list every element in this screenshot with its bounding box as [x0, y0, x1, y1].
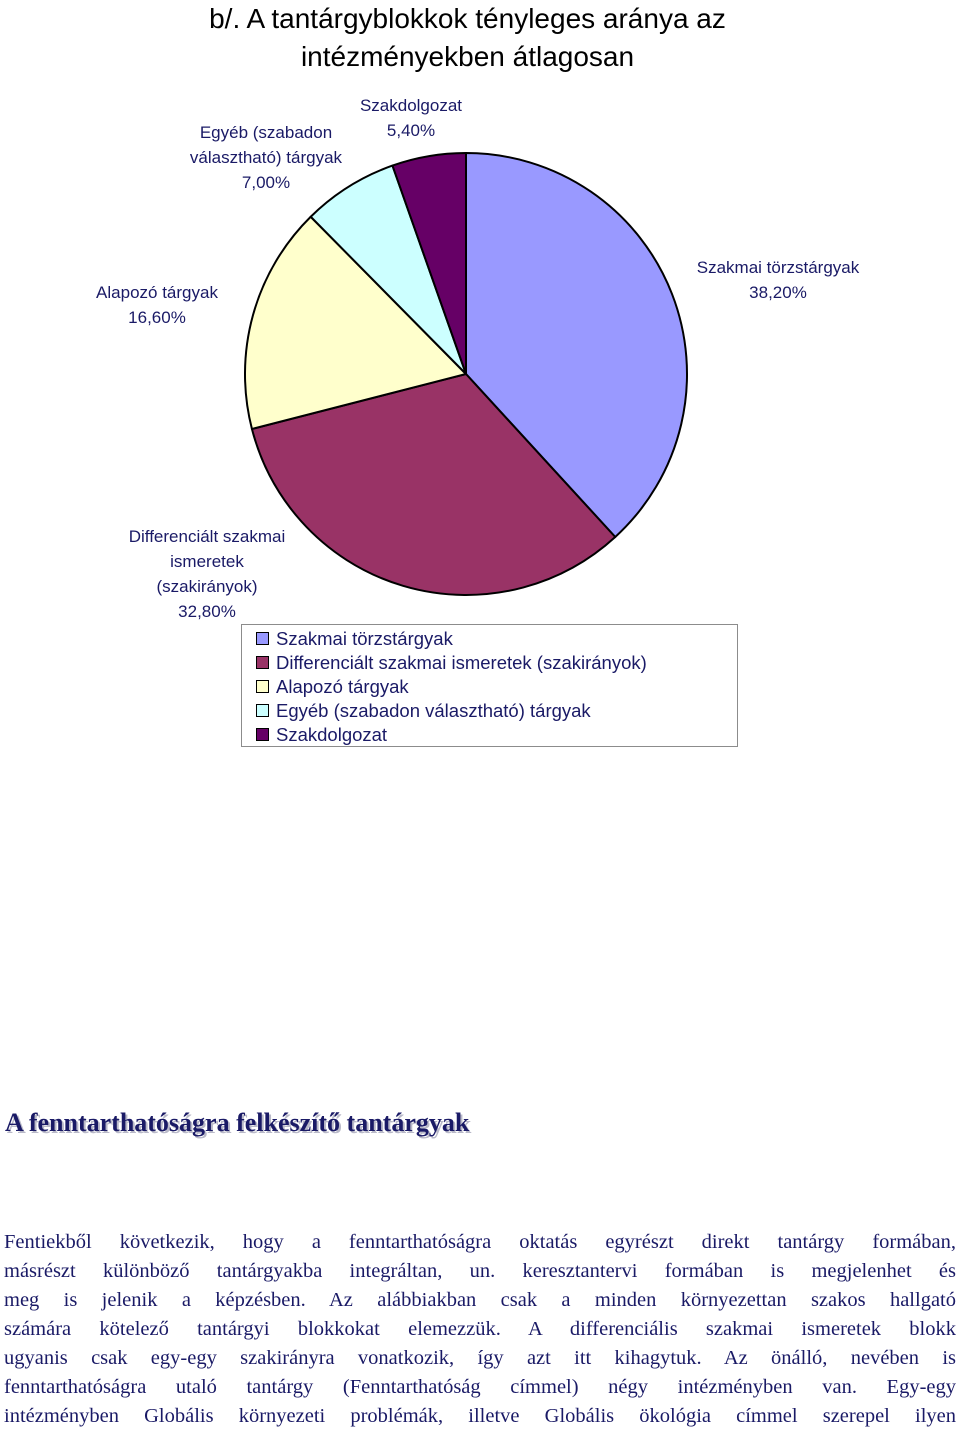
data-label-text: Alapozó tárgyak	[96, 283, 218, 302]
data-label-value: 7,00%	[241, 173, 291, 192]
legend-swatch	[256, 632, 269, 645]
legend-swatch	[256, 728, 269, 741]
legend-label: Alapozó tárgyak	[276, 676, 409, 697]
legend-swatch	[256, 680, 269, 693]
chart-legend	[241, 624, 738, 747]
data-label-text: Szakmai törzstárgyak	[696, 258, 860, 277]
legend-entry-egyeb-szabadon-valaszthato-targyak	[242, 699, 737, 723]
data-label-text: választható) tárgyak	[189, 148, 343, 167]
data-label-value: 16,60%	[128, 308, 186, 327]
legend-label: Szakmai törzstárgyak	[276, 628, 453, 649]
data-label-value: 32,80%	[178, 602, 236, 621]
legend-swatch	[256, 656, 269, 669]
legend-entry-alapozo-targyak	[242, 675, 737, 699]
legend-label: Szakdolgozat	[276, 724, 388, 745]
data-label-differencialt-szakmai-ismeretek-szakiranyok	[129, 524, 286, 624]
legend-swatch	[256, 704, 269, 717]
data-label-egyeb-szabadon-valaszthato-targyak	[190, 120, 342, 195]
data-label-szakmai-torzstargyak	[697, 255, 860, 305]
data-label-text: (szakirányok)	[156, 577, 258, 596]
legend-label: Differenciált szakmai ismeretek (szakirányok)	[276, 652, 647, 673]
body-paragraph	[4, 1228, 956, 1431]
legend-entry-differencialt-szakmai-ismeretek-szakiranyok	[242, 651, 737, 675]
data-label-text: Szakdolgozat	[359, 96, 463, 115]
legend-entry-szakdolgozat	[242, 723, 737, 747]
data-label-text: Egyéb (szabadon	[199, 123, 333, 142]
paragraph-line: fenntarthatóságra utaló tantárgy (Fenntarthatóság címmel) négy intézményben van. Egy-egy	[4, 1376, 956, 1398]
paragraph-line: ugyanis csak egy-egy szakirányra vonatkozik, így azt itt kihagytuk. Az önálló, nevében is	[4, 1347, 956, 1369]
chart-title-line-1: b/. A tantárgyblokkok tényleges aránya az	[209, 3, 726, 34]
data-label-value: 38,20%	[749, 283, 807, 302]
data-label-value: 5,40%	[386, 121, 436, 140]
section-heading: A fenntarthatóságra felkészítő tantárgyak	[5, 1108, 470, 1137]
legend-label: Egyéb (szabadon választható) tárgyak	[276, 700, 591, 721]
data-label-szakdolgozat	[360, 93, 462, 143]
legend-entry-szakmai-torzstargyak	[242, 627, 737, 651]
chart-title-line-2: intézményekben átlagosan	[300, 41, 635, 72]
paragraph-line: meg is jelenik a képzésben. Az alábbiakban csak a minden környezettan szakos hallgató	[4, 1289, 956, 1311]
paragraph-line: számára kötelező tantárgyi blokkokat elemezzük. A differenciális szakmai ismeretek blokk	[4, 1318, 956, 1340]
data-label-text: Differenciált szakmai	[128, 527, 286, 546]
paragraph-line: másrészt különböző tantárgyakba integráltan, un. keresztantervi formában is megjelenhet és	[4, 1260, 956, 1282]
paragraph-line: intézményben Globális környezeti problémák, illetve Globális ökológia címmel szerepel ilyen	[4, 1405, 956, 1427]
paragraph-line: Fentiekből következik, hogy a fenntarthatóságra oktatás egyrészt direkt tantárgy formában,	[4, 1231, 956, 1253]
data-label-text: ismeretek	[170, 552, 244, 571]
data-label-alapozo-targyak	[96, 280, 218, 330]
